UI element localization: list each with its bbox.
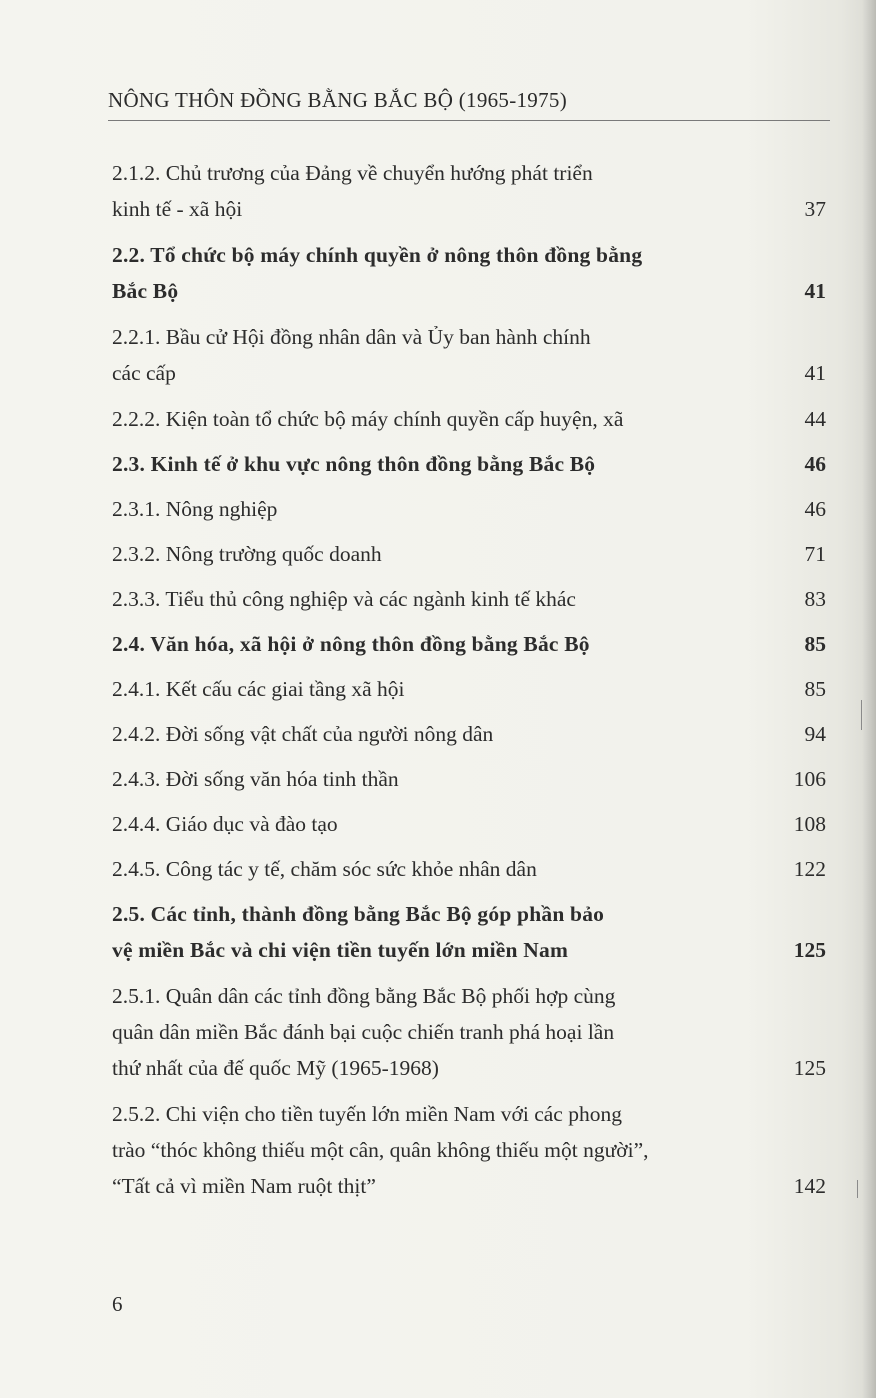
toc-entry bbox=[112, 491, 828, 527]
toc-entry-title-line: 2.2.2. Kiện toàn tổ chức bộ máy chính quyền cấp huyện, xã bbox=[112, 407, 624, 431]
running-header: NÔNG THÔN ĐỒNG BẰNG BẮC BỘ (1965-1975) bbox=[108, 88, 568, 112]
toc-entry-title-line: 2.4.5. Công tác y tế, chăm sóc sức khỏe nhân dân bbox=[112, 857, 537, 881]
table-of-contents bbox=[112, 155, 828, 1214]
toc-entry-title-line: 2.4.4. Giáo dục và đào tạo bbox=[112, 812, 338, 836]
toc-entry-title bbox=[112, 581, 828, 617]
toc-entry-title bbox=[112, 806, 828, 842]
toc-entry bbox=[112, 626, 828, 662]
toc-entry-title-line: “Tất cả vì miền Nam ruột thịt” bbox=[112, 1174, 376, 1198]
toc-entry-title-line: 2.4.2. Đời sống vật chất của người nông dân bbox=[112, 722, 494, 746]
toc-entry bbox=[112, 536, 828, 572]
toc-entry bbox=[112, 978, 828, 1086]
toc-entry-title-line: 2.2.1. Bầu cử Hội đồng nhân dân và Ủy ban hành chính bbox=[112, 325, 591, 349]
toc-entry-title-line: Bắc Bộ bbox=[112, 279, 179, 303]
toc-entry-title bbox=[112, 716, 828, 752]
toc-entry-title bbox=[112, 401, 828, 437]
toc-entry-page-number: 94 bbox=[804, 722, 826, 746]
toc-entry bbox=[112, 581, 828, 617]
toc-entry-title-line: thứ nhất của đế quốc Mỹ (1965-1968) bbox=[112, 1056, 439, 1080]
toc-entry-title-line: các cấp bbox=[112, 361, 176, 385]
toc-entry-title-line: quân dân miền Bắc đánh bại cuộc chiến tranh phá hoại lần bbox=[112, 1020, 615, 1044]
toc-entry-title-line: 2.3.3. Tiểu thủ công nghiệp và các ngành kinh tế khác bbox=[112, 587, 576, 611]
toc-entry-page-number: 44 bbox=[804, 407, 826, 431]
toc-entry-title-line: 2.2. Tổ chức bộ máy chính quyền ở nông thôn đồng bằng bbox=[112, 243, 643, 267]
toc-entry-page-number: 41 bbox=[804, 279, 826, 303]
toc-entry bbox=[112, 319, 828, 391]
toc-entry bbox=[112, 446, 828, 482]
toc-entry-page-number: 142 bbox=[793, 1174, 826, 1198]
page-spine-shadow bbox=[862, 0, 876, 1398]
margin-mark bbox=[861, 700, 862, 730]
toc-entry-title bbox=[112, 446, 828, 482]
toc-entry-title-line: 2.5. Các tỉnh, thành đồng bằng Bắc Bộ góp phần bảo bbox=[112, 902, 605, 926]
toc-entry-page-number: 85 bbox=[804, 677, 826, 701]
toc-entry-page-number: 41 bbox=[804, 361, 826, 385]
toc-entry-page-number: 85 bbox=[804, 632, 826, 656]
margin-mark bbox=[857, 1180, 858, 1198]
header-rule bbox=[108, 120, 830, 121]
toc-entry bbox=[112, 896, 828, 968]
toc-entry-page-number: 46 bbox=[804, 497, 826, 521]
toc-entry-title bbox=[112, 626, 828, 662]
toc-entry-page-number: 46 bbox=[804, 452, 826, 476]
toc-entry-title-line: 2.3. Kinh tế ở khu vực nông thôn đồng bằng Bắc Bộ bbox=[112, 452, 596, 476]
toc-entry-page-number: 122 bbox=[793, 857, 826, 881]
toc-entry-page-number: 37 bbox=[804, 197, 826, 221]
toc-entry-page-number: 106 bbox=[793, 767, 826, 791]
toc-entry-title bbox=[112, 155, 828, 227]
toc-entry-title-line: kinh tế - xã hội bbox=[112, 197, 243, 221]
toc-entry-title bbox=[112, 491, 828, 527]
toc-entry-title bbox=[112, 319, 828, 391]
toc-entry bbox=[112, 671, 828, 707]
toc-entry-title bbox=[112, 1096, 828, 1204]
toc-entry-page-number: 125 bbox=[793, 938, 826, 962]
toc-entry-page-number: 125 bbox=[793, 1056, 826, 1080]
toc-entry-page-number: 83 bbox=[804, 587, 826, 611]
toc-entry bbox=[112, 851, 828, 887]
toc-entry bbox=[112, 1096, 828, 1204]
toc-entry-title bbox=[112, 671, 828, 707]
page-number: 6 bbox=[112, 1292, 123, 1316]
toc-entry bbox=[112, 237, 828, 309]
toc-entry bbox=[112, 155, 828, 227]
toc-entry bbox=[112, 716, 828, 752]
toc-entry-title-line: 2.4. Văn hóa, xã hội ở nông thôn đồng bằng Bắc Bộ bbox=[112, 632, 590, 656]
toc-entry-page-number: 71 bbox=[804, 542, 826, 566]
toc-entry-title bbox=[112, 761, 828, 797]
toc-entry bbox=[112, 761, 828, 797]
toc-entry-title-line: 2.4.1. Kết cấu các giai tầng xã hội bbox=[112, 677, 405, 701]
toc-entry-title-line: trào “thóc không thiếu một cân, quân không thiếu một người”, bbox=[112, 1138, 649, 1162]
toc-entry-title-line: 2.4.3. Đời sống văn hóa tinh thần bbox=[112, 767, 399, 791]
toc-entry-title bbox=[112, 896, 828, 968]
toc-entry-title bbox=[112, 237, 828, 309]
toc-entry-title-line: 2.5.1. Quân dân các tỉnh đồng bằng Bắc Bộ phối hợp cùng bbox=[112, 984, 616, 1008]
toc-entry-title-line: 2.3.2. Nông trường quốc doanh bbox=[112, 542, 382, 566]
toc-entry-title-line: vệ miền Bắc và chi viện tiền tuyến lớn miền Nam bbox=[112, 938, 569, 962]
toc-entry bbox=[112, 401, 828, 437]
toc-entry-title-line: 2.3.1. Nông nghiệp bbox=[112, 497, 278, 521]
toc-entry bbox=[112, 806, 828, 842]
toc-entry-title-line: 2.5.2. Chi viện cho tiền tuyến lớn miền Nam với các phong bbox=[112, 1102, 622, 1126]
toc-entry-page-number: 108 bbox=[793, 812, 826, 836]
toc-entry-title bbox=[112, 851, 828, 887]
toc-entry-title-line: 2.1.2. Chủ trương của Đảng về chuyển hướng phát triển bbox=[112, 161, 593, 185]
toc-entry-title bbox=[112, 536, 828, 572]
toc-entry-title bbox=[112, 978, 828, 1086]
